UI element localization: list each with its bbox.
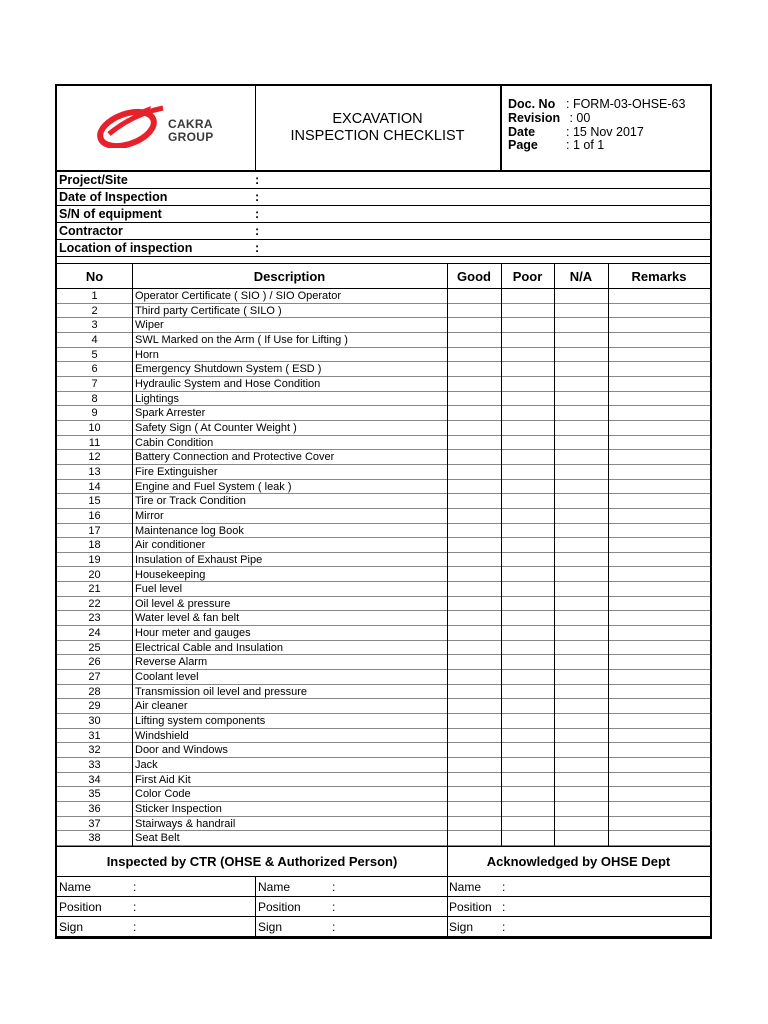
table-row[interactable] xyxy=(57,406,710,421)
item-number: 11 xyxy=(88,436,101,449)
logo-company-sub: GROUP xyxy=(168,130,214,144)
item-number: 23 xyxy=(88,612,101,625)
table-row[interactable] xyxy=(57,436,710,451)
item-description: Electrical Cable and Insulation xyxy=(135,641,283,654)
table-row[interactable] xyxy=(57,802,710,817)
title-line-2: INSPECTION CHECKLIST xyxy=(290,128,465,144)
signature-label: Sign xyxy=(258,920,283,934)
item-number: 33 xyxy=(88,759,101,772)
table-row[interactable] xyxy=(57,480,710,495)
signature-cell[interactable] xyxy=(255,917,448,937)
item-description: Horn xyxy=(135,348,159,361)
info-label: Date of Inspection xyxy=(59,190,168,204)
column-header: Remarks xyxy=(608,264,710,289)
item-description: Coolant level xyxy=(135,671,199,684)
item-number: 9 xyxy=(91,407,98,420)
signature-colon: : xyxy=(332,900,336,914)
signature-label: Sign xyxy=(59,920,84,934)
column-divider xyxy=(501,264,502,846)
doc-no-row xyxy=(508,97,685,111)
signature-cell[interactable] xyxy=(255,877,448,897)
table-row[interactable] xyxy=(57,450,710,465)
signature-colon: : xyxy=(332,880,336,894)
revision-value: : 00 xyxy=(566,111,591,125)
item-description: Lightings xyxy=(135,392,180,405)
info-label: S/N of equipment xyxy=(59,207,162,221)
info-label: Location of inspection xyxy=(59,241,193,255)
cakra-logo-icon xyxy=(93,104,173,148)
signature-colon: : xyxy=(332,920,336,934)
item-number: 13 xyxy=(88,465,101,478)
table-row[interactable] xyxy=(57,553,710,568)
info-row[interactable] xyxy=(57,223,710,240)
item-description: Operator Certificate ( SIO ) / SIO Operator xyxy=(135,290,342,302)
table-row[interactable] xyxy=(57,626,710,641)
title-line-1: EXCAVATION xyxy=(332,111,423,127)
item-number: 7 xyxy=(91,377,98,390)
item-description: Door and Windows xyxy=(135,744,228,757)
table-row[interactable] xyxy=(57,421,710,436)
table-row[interactable] xyxy=(57,787,710,802)
item-description: Emergency Shutdown System ( ESD ) xyxy=(135,363,322,376)
table-row[interactable] xyxy=(57,743,710,758)
date-label: Date xyxy=(508,125,536,139)
column-header: Description xyxy=(132,264,447,289)
item-number: 5 xyxy=(91,348,98,361)
signature-label: Position xyxy=(59,900,102,914)
item-description: Hour meter and gauges xyxy=(135,627,251,640)
table-row[interactable] xyxy=(57,714,710,729)
item-number: 38 xyxy=(88,832,101,845)
item-number: 35 xyxy=(88,788,101,801)
table-row[interactable] xyxy=(57,568,710,583)
info-colon: : xyxy=(255,224,260,238)
item-number: 30 xyxy=(88,715,101,728)
table-row[interactable] xyxy=(57,699,710,714)
signature-cell[interactable] xyxy=(447,917,710,937)
signature-cell[interactable] xyxy=(255,897,448,917)
signature-label: Name xyxy=(449,880,482,894)
column-header: No xyxy=(57,264,132,289)
form-header xyxy=(57,86,710,172)
item-description: Cabin Condition xyxy=(135,436,214,449)
table-row[interactable] xyxy=(57,392,710,407)
info-colon: : xyxy=(255,190,260,204)
signature-label: Position xyxy=(449,900,492,914)
item-description: SWL Marked on the Arm ( If Use for Lifting ) xyxy=(135,333,348,346)
signature-divider xyxy=(447,847,448,937)
item-number: 18 xyxy=(88,539,101,552)
signature-row xyxy=(57,877,710,897)
table-row[interactable] xyxy=(57,362,710,377)
item-description: Oil level & pressure xyxy=(135,597,231,610)
table-row[interactable] xyxy=(57,304,710,319)
item-description: Fuel level xyxy=(135,583,183,596)
table-row[interactable] xyxy=(57,524,710,539)
signature-colon: : xyxy=(502,880,506,894)
table-row[interactable] xyxy=(57,348,710,363)
table-row[interactable] xyxy=(57,641,710,656)
info-row[interactable] xyxy=(57,240,710,257)
item-number: 17 xyxy=(88,524,101,537)
item-description: Wiper xyxy=(135,319,164,332)
item-description: Windshield xyxy=(135,729,189,742)
item-number: 21 xyxy=(88,583,101,596)
table-row[interactable] xyxy=(57,773,710,788)
item-number: 31 xyxy=(88,729,101,742)
signature-label: Name xyxy=(59,880,92,894)
table-row[interactable] xyxy=(57,494,710,509)
item-description: Spark Arrester xyxy=(135,407,206,420)
column-divider xyxy=(447,264,448,846)
item-number: 1 xyxy=(91,290,98,302)
document-info xyxy=(502,86,710,170)
page-row xyxy=(508,138,604,152)
item-description: Water level & fan belt xyxy=(135,612,240,625)
item-number: 12 xyxy=(88,451,101,464)
item-description: Fire Extinguisher xyxy=(135,465,218,478)
item-description: First Aid Kit xyxy=(135,773,191,786)
page-label: Page xyxy=(508,138,538,152)
table-row[interactable] xyxy=(57,670,710,685)
table-row[interactable] xyxy=(57,289,710,304)
item-number: 37 xyxy=(88,817,101,830)
item-number: 6 xyxy=(91,363,98,376)
item-number: 24 xyxy=(88,627,101,640)
signature-row xyxy=(57,897,710,917)
table-row[interactable] xyxy=(57,465,710,480)
info-colon: : xyxy=(255,241,260,255)
table-row[interactable] xyxy=(57,377,710,392)
table-row[interactable] xyxy=(57,333,710,348)
table-row[interactable] xyxy=(57,655,710,670)
item-description: Seat Belt xyxy=(135,832,180,845)
item-description: Air cleaner xyxy=(135,700,188,713)
item-number: 26 xyxy=(88,656,101,669)
item-number: 25 xyxy=(88,641,101,654)
signature-colon: : xyxy=(502,900,506,914)
logo-company-name: CAKRA xyxy=(168,117,213,131)
info-row[interactable] xyxy=(57,172,710,189)
form-title xyxy=(255,86,502,170)
revision-label: Revision xyxy=(508,111,561,125)
column-header: Poor xyxy=(501,264,554,289)
item-description: Safety Sign ( At Counter Weight ) xyxy=(135,421,297,434)
info-colon: : xyxy=(255,207,260,221)
inspected-by-title: Inspected by CTR (OHSE & Authorized Person) xyxy=(57,847,447,877)
signature-cell[interactable] xyxy=(447,897,710,917)
signature-label: Sign xyxy=(449,920,474,934)
table-row[interactable] xyxy=(57,729,710,744)
item-description: Air conditioner xyxy=(135,539,206,552)
item-description: Jack xyxy=(135,759,158,772)
table-row[interactable] xyxy=(57,831,710,846)
item-number: 10 xyxy=(88,421,101,434)
item-number: 4 xyxy=(91,333,98,346)
item-description: Color Code xyxy=(135,788,191,801)
column-header: Good xyxy=(447,264,501,289)
signature-colon: : xyxy=(133,920,137,934)
info-label: Project/Site xyxy=(59,173,128,187)
project-info xyxy=(57,172,710,259)
table-row[interactable] xyxy=(57,758,710,773)
item-number: 32 xyxy=(88,744,101,757)
item-description: Housekeeping xyxy=(135,568,206,581)
item-description: Battery Connection and Protective Cover xyxy=(135,451,335,464)
info-row[interactable] xyxy=(57,189,710,206)
table-row[interactable] xyxy=(57,509,710,524)
inspection-form xyxy=(55,84,712,939)
item-description: Tire or Track Condition xyxy=(135,495,246,508)
acknowledged-by-title: Acknowledged by OHSE Dept xyxy=(447,847,710,877)
item-description: Mirror xyxy=(135,509,164,522)
table-row[interactable] xyxy=(57,318,710,333)
signature-label: Position xyxy=(258,900,301,914)
item-description: Third party Certificate ( SILO ) xyxy=(135,304,282,317)
signature-cell[interactable] xyxy=(57,877,255,897)
signature-cell[interactable] xyxy=(57,897,255,917)
signature-label: Name xyxy=(258,880,291,894)
item-description: Stairways & handrail xyxy=(135,817,236,830)
signature-row xyxy=(57,917,710,937)
item-description: Maintenance log Book xyxy=(135,524,244,537)
date-row xyxy=(508,125,644,139)
item-number: 36 xyxy=(88,803,101,816)
signature-section xyxy=(57,847,710,937)
item-number: 16 xyxy=(88,509,101,522)
item-number: 20 xyxy=(88,568,101,581)
revision-row xyxy=(508,111,590,125)
doc-no-value: : FORM-03-OHSE-63 xyxy=(566,97,686,111)
item-description: Hydraulic System and Hose Condition xyxy=(135,377,321,390)
signature-colon: : xyxy=(502,920,506,934)
column-divider xyxy=(608,264,609,846)
column-header: N/A xyxy=(554,264,608,289)
date-value: : 15 Nov 2017 xyxy=(566,125,644,139)
doc-no-label: Doc. No xyxy=(508,97,556,111)
logo-cell xyxy=(57,86,256,170)
table-row[interactable] xyxy=(57,582,710,597)
signature-colon: : xyxy=(133,880,137,894)
table-row[interactable] xyxy=(57,597,710,612)
item-number: 22 xyxy=(88,597,101,610)
item-number: 28 xyxy=(88,685,101,698)
signature-cell[interactable] xyxy=(57,917,255,937)
page-value: : 1 of 1 xyxy=(566,138,605,152)
item-number: 29 xyxy=(88,700,101,713)
info-label: Contractor xyxy=(59,224,123,238)
item-description: Transmission oil level and pressure xyxy=(135,685,307,698)
item-number: 19 xyxy=(88,553,101,566)
item-description: Insulation of Exhaust Pipe xyxy=(135,553,263,566)
item-description: Engine and Fuel System ( leak ) xyxy=(135,480,292,493)
item-description: Reverse Alarm xyxy=(135,656,208,669)
table-row[interactable] xyxy=(57,611,710,626)
info-row[interactable] xyxy=(57,206,710,223)
table-row[interactable] xyxy=(57,685,710,700)
item-number: 15 xyxy=(88,495,101,508)
item-number: 34 xyxy=(88,773,101,786)
item-number: 3 xyxy=(91,319,98,332)
item-number: 27 xyxy=(88,671,101,684)
column-divider xyxy=(132,264,133,846)
item-number: 14 xyxy=(88,480,101,493)
item-number: 2 xyxy=(91,304,98,317)
item-number: 8 xyxy=(91,392,98,405)
table-row[interactable] xyxy=(57,817,710,832)
checklist-table xyxy=(57,263,710,847)
item-description: Lifting system components xyxy=(135,715,266,728)
info-colon: : xyxy=(255,173,260,187)
item-description: Sticker Inspection xyxy=(135,803,222,816)
column-divider xyxy=(554,264,555,846)
table-row[interactable] xyxy=(57,538,710,553)
signature-colon: : xyxy=(133,900,137,914)
signature-cell[interactable] xyxy=(447,877,710,897)
